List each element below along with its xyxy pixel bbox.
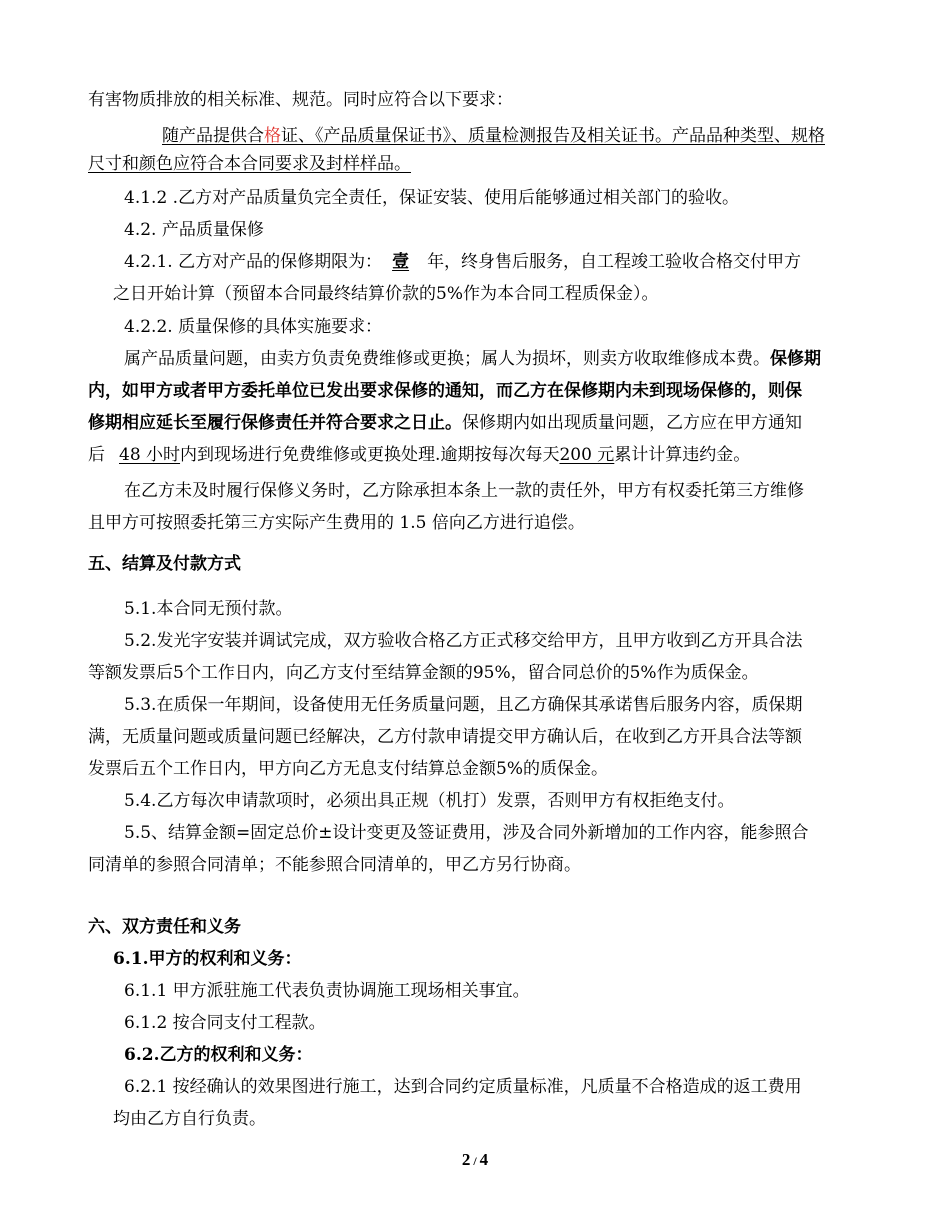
highlighted-char: 格 xyxy=(264,126,281,146)
penalty-amount-field: 200 元 xyxy=(559,445,615,465)
paragraph-line: 有害物质排放的相关标准、规范。同时应符合以下要求： xyxy=(88,90,513,110)
paragraph-line: 同清单的参照合同清单；不能参照合同清单的，甲乙方另行协商。 xyxy=(88,855,581,875)
requirement-line: 随产品提供合格证、《产品质量保证书》、质量检测报告及相关证书。产品品种类型、规格 xyxy=(162,126,825,146)
clause-4-2: 4.2. 产品质量保修 xyxy=(124,220,264,240)
clause-5-4: 5.4.乙方每次申请款项时，必须出具正规（机打）发票，否则甲方有权拒绝支付。 xyxy=(124,791,735,811)
section-heading-5: 五、结算及付款方式 xyxy=(88,554,241,574)
subheading-6-1: 6.1.甲方的权利和义务： xyxy=(113,949,302,969)
clause-6-1-2: 6.1.2 按合同支付工程款。 xyxy=(124,1013,326,1033)
paragraph-line: 属产品质量问题，由卖方负责免费维修或更换；属人为损坏，则卖方收取维修成本费。保修期 xyxy=(124,349,821,369)
clause-5-3: 5.3.在质保一年期间，设备使用无任务质量问题，且乙方确保其承诺售后服务内容，质保期 xyxy=(124,695,803,715)
paragraph-line: 等额发票后5个工作日内，向乙方支付至结算金额的95%，留合同总价的5%作为质保金。 xyxy=(88,663,759,683)
warranty-years-field: 壹 xyxy=(392,252,410,272)
page-number: 2 / 4 xyxy=(461,1150,489,1169)
requirement-line: 尺寸和颜色应符合本合同要求及封样样品。 xyxy=(88,154,411,174)
section-heading-6: 六、双方责任和义务 xyxy=(88,917,241,937)
paragraph-line: 修期相应延长至履行保修责任并符合要求之日止。保修期内如出现质量问题，乙方应在甲方通知 xyxy=(88,413,802,433)
clause-6-1-1: 6.1.1 甲方派驻施工代表负责协调施工现场相关事宜。 xyxy=(124,981,530,1001)
paragraph-line: 且甲方可按照委托第三方实际产生费用的 1.5 倍向乙方进行追偿。 xyxy=(88,513,585,533)
clause-5-5: 5.5、结算金额=固定总价±设计变更及签证费用，涉及合同外新增加的工作内容，能参照合 xyxy=(124,823,809,843)
paragraph-line: 发票后五个工作日内，甲方向乙方无息支付结算总金额5%的质保金。 xyxy=(88,759,608,779)
paragraph-line: 后 48 小时内到现场进行免费维修或更换处理.逾期按每次每天200 元累计计算违约金。 xyxy=(88,445,751,465)
clause-4-2-2: 4.2.2. 质量保修的具体实施要求： xyxy=(124,317,383,337)
clause-5-1: 5.1.本合同无预付款。 xyxy=(124,599,293,619)
paragraph-line: 均由乙方自行负责。 xyxy=(113,1109,266,1129)
clause-4-2-1: 4.2.1. 乙方对产品的保修期限为： 壹 年，终身售后服务，自工程竣工验收合格交付甲方 xyxy=(124,252,802,272)
clause-4-1-2: 4.1.2 .乙方对产品质量负完全责任，保证安装、使用后能够通过相关部门的验收。 xyxy=(124,188,740,208)
bold-line: 内，如甲方或者甲方委托单位已发出要求保修的通知，而乙方在保修期内未到现场保修的，则保 xyxy=(88,381,802,401)
clause-5-2: 5.2.发光字安装并调试完成，双方验收合格乙方正式移交给甲方，且甲方收到乙方开具合法 xyxy=(124,631,803,651)
clause-6-2-1: 6.2.1 按经确认的效果图进行施工，达到合同约定质量标准，凡质量不合格造成的返工费用 xyxy=(124,1077,802,1097)
paragraph-line: 在乙方未及时履行保修义务时，乙方除承担本条上一款的责任外，甲方有权委托第三方维修 xyxy=(124,481,804,501)
paragraph-line: 满，无质量问题或质量问题已经解决，乙方付款申请提交甲方确认后，在收到乙方开具合法等额 xyxy=(88,727,802,747)
paragraph-line: 之日开始计算（预留本合同最终结算价款的5%作为本合同工程质保金）。 xyxy=(113,284,659,304)
subheading-6-2: 6.2.乙方的权利和义务： xyxy=(124,1045,313,1065)
response-hours-field: 48 小时 xyxy=(119,445,181,465)
